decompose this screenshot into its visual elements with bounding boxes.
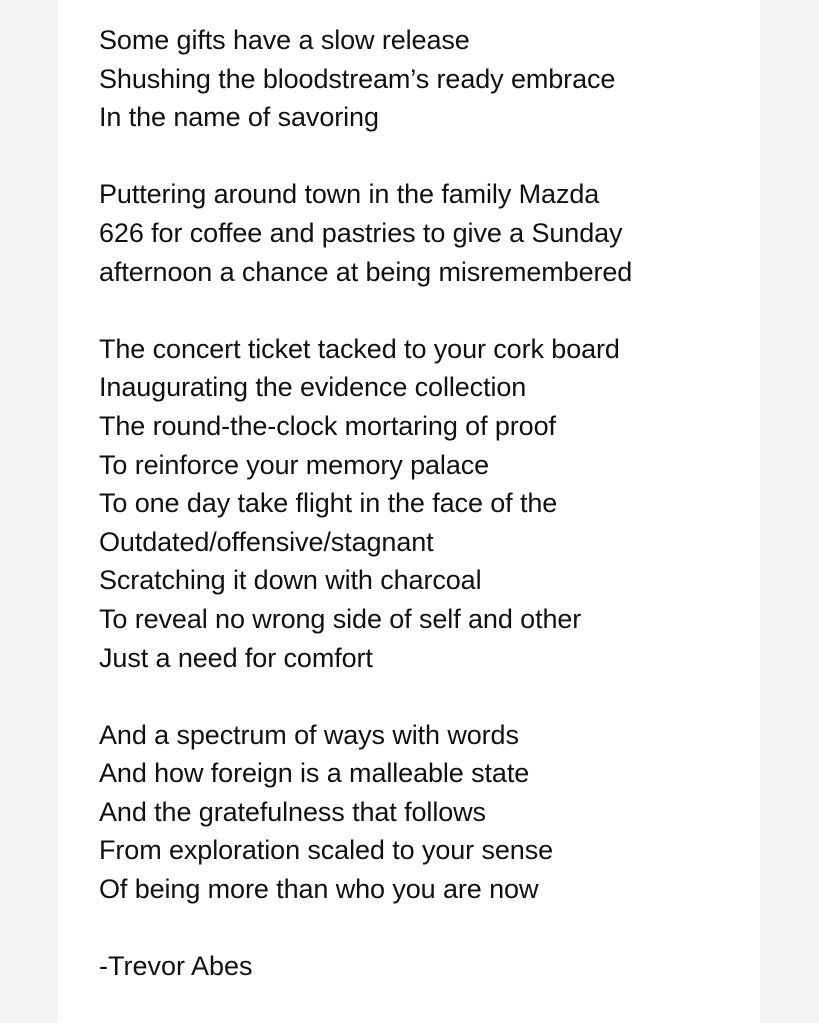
poem-line: And how foreign is a malleable state [99, 758, 530, 789]
poem-line: From exploration scaled to your sense [99, 835, 554, 866]
stanza-3 [99, 330, 749, 677]
poem-line: To one day take flight in the face of the [99, 488, 558, 519]
poem-line: 626 for coffee and pastries to give a Sunday [99, 217, 623, 248]
poem-line: Puttering around town in the family Mazda [99, 179, 600, 210]
poem-line: Some gifts have a slow release [99, 25, 470, 55]
poem-line: Of being more than who you are now [99, 874, 539, 905]
poem-line: To reveal no wrong side of self and other [99, 603, 582, 634]
poem-line: The concert ticket tacked to your cork board [99, 333, 620, 364]
document-page [58, 0, 760, 1023]
poem-line: And a spectrum of ways with words [99, 719, 519, 750]
poem-line: afternoon a chance at being misremembered [99, 256, 633, 287]
poem-author: -Trevor Abes [99, 951, 253, 982]
stanza-4 [99, 716, 749, 909]
poem-line: Just a need for comfort [99, 642, 373, 673]
poem-line: Inaugurating the evidence collection [99, 372, 527, 403]
poem-line: In the name of savoring [99, 102, 379, 133]
poem-line: Scratching it down with charcoal [99, 565, 482, 596]
poem-line: The round-the-clock mortaring of proof [99, 410, 556, 441]
poem-line: And the gratefulness that follows [99, 796, 486, 827]
poem-line: Shushing the bloodstream’s ready embrace [99, 63, 616, 94]
poem-line: Outdated/offensive/stagnant [99, 526, 434, 557]
poem-body [99, 21, 749, 986]
poem-line: To reinforce your memory palace [99, 449, 490, 480]
stanza-2 [99, 175, 749, 291]
stanza-1 [99, 21, 749, 137]
